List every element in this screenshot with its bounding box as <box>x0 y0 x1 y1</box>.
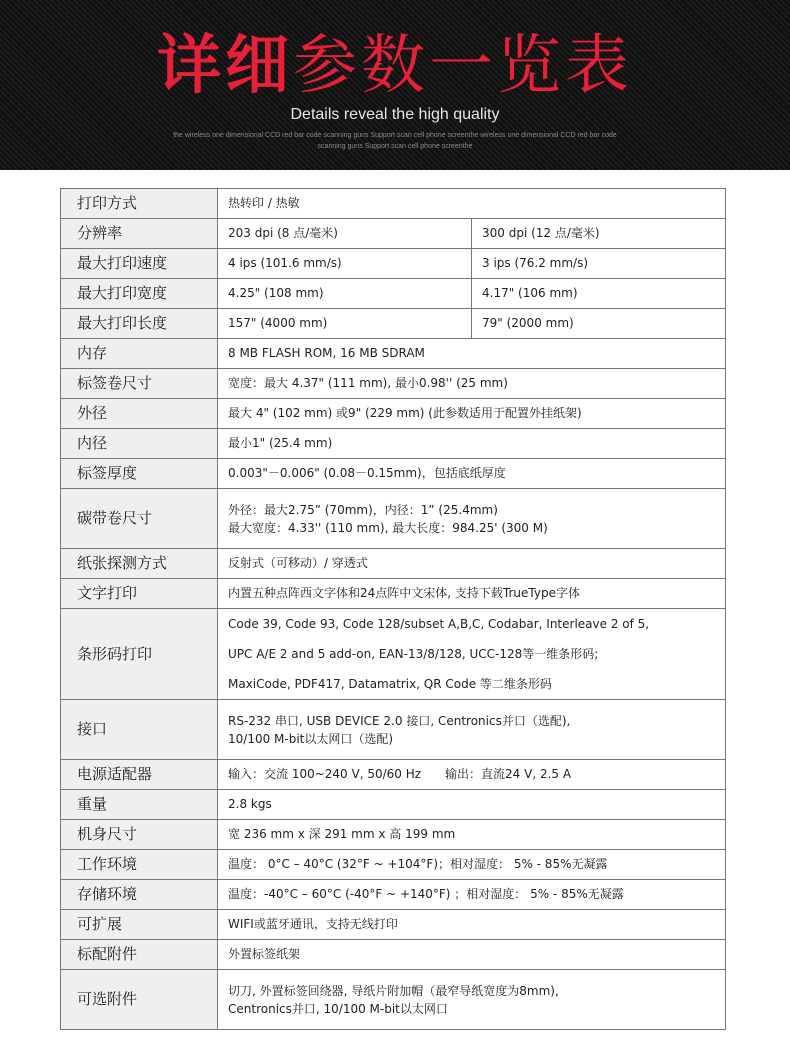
spec-table-container <box>60 188 726 1030</box>
table-row <box>61 820 726 850</box>
table-row <box>61 339 726 369</box>
table-row <box>61 399 726 429</box>
row-label: 最大打印长度 <box>61 309 218 339</box>
row-value: 8 MB FLASH ROM, 16 MB SDRAM <box>218 339 726 369</box>
row-label: 碳带卷尺寸 <box>61 489 218 549</box>
table-row <box>61 219 726 249</box>
row-value-alt: 79" (2000 mm) <box>472 309 726 339</box>
row-value: 最小1" (25.4 mm) <box>218 429 726 459</box>
row-value: WIFI或蓝牙通讯，支持无线打印 <box>218 910 726 940</box>
table-row <box>61 970 726 1030</box>
row-value-line: 10/100 M-bit以太网口（选配) <box>228 731 394 746</box>
row-label: 纸张探测方式 <box>61 549 218 579</box>
table-row <box>61 940 726 970</box>
table-row <box>61 249 726 279</box>
table-row <box>61 850 726 880</box>
row-label: 机身尺寸 <box>61 820 218 850</box>
table-row <box>61 369 726 399</box>
row-label: 标签卷尺寸 <box>61 369 218 399</box>
row-value <box>218 970 726 1030</box>
table-row <box>61 790 726 820</box>
table-row <box>61 549 726 579</box>
table-row <box>61 609 726 700</box>
row-value: 热转印 / 热敏 <box>218 189 726 219</box>
row-label: 标配附件 <box>61 940 218 970</box>
table-row <box>61 279 726 309</box>
row-value-line: RS-232 串口, USB DEVICE 2.0 接口, Centronics并口（选配), <box>228 713 571 728</box>
row-value-line: Centronics并口, 10/100 M-bit以太网口 <box>228 1001 448 1016</box>
table-row <box>61 429 726 459</box>
row-label: 标签厚度 <box>61 459 218 489</box>
row-value: 温度：-40°C – 60°C (-40°F ~ +140°F) ；相对湿度： 5% - 85%无凝露 <box>218 880 726 910</box>
row-value: 宽度：最大 4.37" (111 mm), 最小0.98'' (25 mm) <box>218 369 726 399</box>
row-value: 宽 236 mm x 深 291 mm x 高 199 mm <box>218 820 726 850</box>
row-value-alt: 3 ips (76.2 mm/s) <box>472 249 726 279</box>
row-label: 最大打印速度 <box>61 249 218 279</box>
row-value: 温度： 0°C – 40°C (32°F ~ +104°F)；相对湿度： 5% - 85%无凝露 <box>218 850 726 880</box>
table-row <box>61 700 726 760</box>
row-value: 203 dpi (8 点/毫米) <box>218 219 472 249</box>
row-value <box>218 489 726 549</box>
page-title <box>0 28 790 104</box>
spec-table <box>60 188 726 1030</box>
table-row <box>61 459 726 489</box>
row-label: 电源适配器 <box>61 760 218 790</box>
table-row <box>61 489 726 549</box>
row-label: 可扩展 <box>61 910 218 940</box>
row-value: 内置五种点阵西文字体和24点阵中文宋体, 支持下载TrueType字体 <box>218 579 726 609</box>
title-bold-part: 详细 <box>157 29 293 103</box>
row-value <box>218 700 726 760</box>
row-value: 2.8 kgs <box>218 790 726 820</box>
row-value <box>218 609 726 700</box>
row-label: 存储环境 <box>61 880 218 910</box>
row-label: 外径 <box>61 399 218 429</box>
row-value: 4 ips (101.6 mm/s) <box>218 249 472 279</box>
decorative-small-text: the wireless one dimensional CCD red bar code scanning guns Support scan cell phone screenthe wireless one dimensional CCD red bar code scanning guns Support scan cell phone screenthe <box>173 132 617 150</box>
page-subtitle: Details reveal the high quality <box>290 106 500 123</box>
row-value-line: Code 39, Code 93, Code 128/subset A,B,C, Codabar, Interleave 2 of 5, <box>228 617 650 631</box>
row-value: 反射式（可移动）/ 穿透式 <box>218 549 726 579</box>
row-label: 分辨率 <box>61 219 218 249</box>
row-label: 文字打印 <box>61 579 218 609</box>
row-value: 输入：交流 100~240 V, 50/60 Hz 输出：直流24 V, 2.5 A <box>218 760 726 790</box>
row-value-line: 切刀, 外置标签回绕器, 导纸片附加帽（最窄导纸宽度为8mm), <box>228 983 559 998</box>
row-label: 内径 <box>61 429 218 459</box>
row-value-line: MaxiCode, PDF417, Datamatrix, QR Code 等二维条形码 <box>228 677 552 691</box>
row-label: 打印方式 <box>61 189 218 219</box>
table-row <box>61 760 726 790</box>
table-row <box>61 189 726 219</box>
row-value: 157" (4000 mm) <box>218 309 472 339</box>
row-label: 工作环境 <box>61 850 218 880</box>
row-value-alt: 4.17" (106 mm) <box>472 279 726 309</box>
header-banner <box>0 0 790 170</box>
table-row <box>61 880 726 910</box>
row-label: 接口 <box>61 700 218 760</box>
row-label: 条形码打印 <box>61 609 218 700</box>
row-value: 0.003"－0.006" (0.08－0.15mm)，包括底纸厚度 <box>218 459 726 489</box>
row-value-line: 外径：最大2.75” (70mm)，内径：1” (25.4mm) <box>228 502 498 517</box>
title-rest-part: 参数一览表 <box>293 29 633 103</box>
table-row <box>61 309 726 339</box>
row-label: 重量 <box>61 790 218 820</box>
row-value: 4.25" (108 mm) <box>218 279 472 309</box>
row-value: 外置标签纸架 <box>218 940 726 970</box>
row-value: 最大 4" (102 mm) 或9" (229 mm) (此参数适用于配置外挂纸架) <box>218 399 726 429</box>
row-value-alt: 300 dpi (12 点/毫米) <box>472 219 726 249</box>
row-value-line: 最大宽度：4.33'' (110 mm), 最大长度：984.25' (300 M) <box>228 520 548 535</box>
row-label: 最大打印宽度 <box>61 279 218 309</box>
row-value-line: UPC A/E 2 and 5 add-on, EAN-13/8/128, UCC-128等一维条形码; <box>228 647 599 661</box>
table-row <box>61 910 726 940</box>
row-label: 内存 <box>61 339 218 369</box>
row-label: 可选附件 <box>61 970 218 1030</box>
table-row <box>61 579 726 609</box>
